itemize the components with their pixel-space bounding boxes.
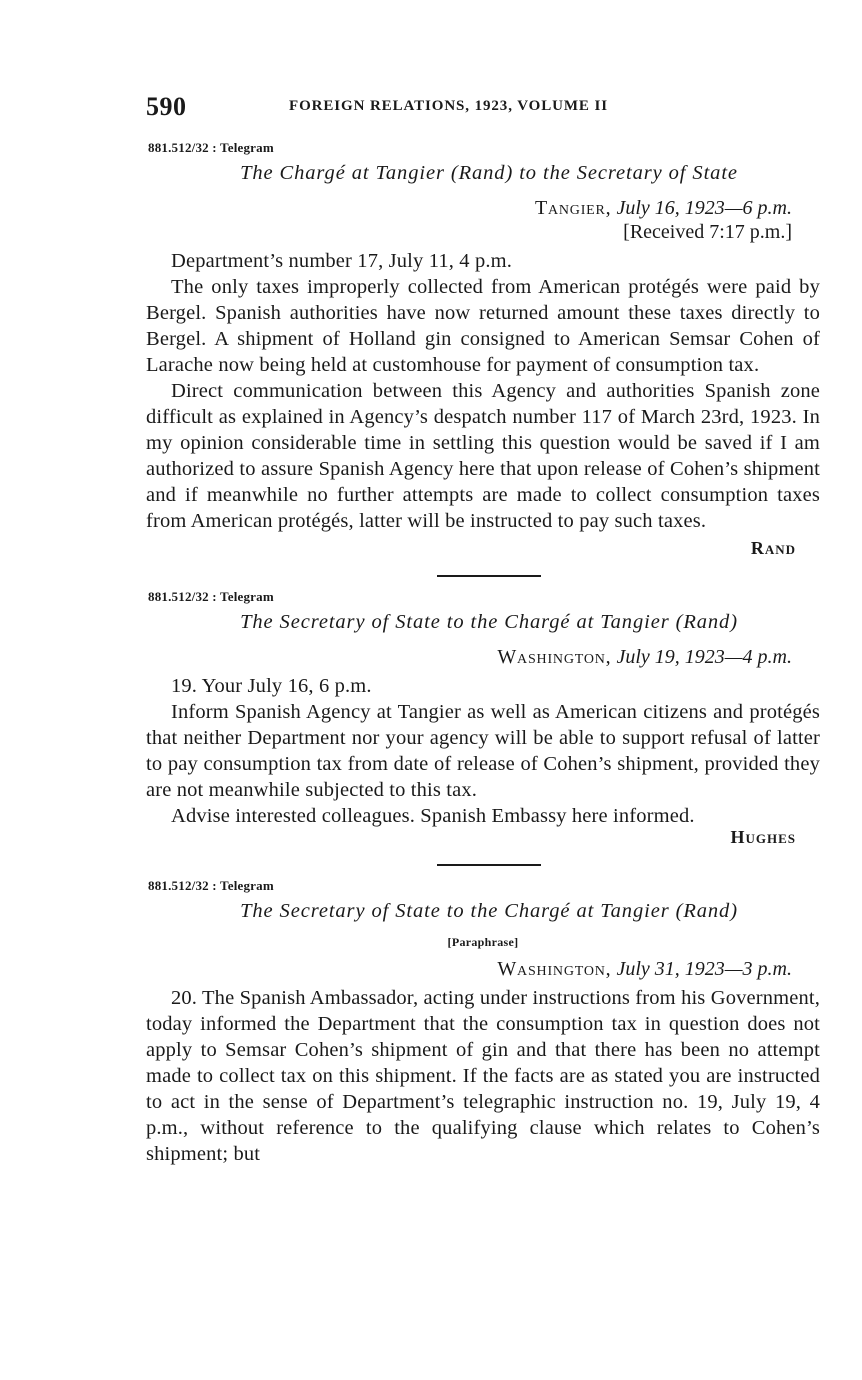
paraphrase-note: [Paraphrase]: [447, 935, 519, 949]
document-page: [146, 92, 820, 1167]
paragraph: 19. Your July 16, 6 p.m.: [171, 675, 372, 697]
paragraph: Inform Spanish Agency at Tangier as well as American citizens and protégés that neither Department nor your agency will be able to support refusal of latter to pay consumption tax from date of release of Cohen’s shipment, provided they are not meanwhile subjected to this tax.: [146, 701, 820, 801]
dateline: [146, 197, 820, 220]
file-reference: 881.512/32 : Telegram: [148, 140, 274, 155]
dateline-date: July 19, 1923—4 p.m.: [616, 646, 792, 668]
document-title: The Secretary of State to the Chargé at Tangier (Rand): [240, 900, 738, 922]
dateline-date: July 16, 1923—6 p.m.: [616, 197, 792, 219]
document-title: The Chargé at Tangier (Rand) to the Secretary of State: [240, 162, 738, 184]
running-head: FOREIGN RELATIONS, 1923, VOLUME II: [289, 98, 608, 114]
file-reference: 881.512/32 : Telegram: [148, 589, 274, 604]
paragraph: Department’s number 17, July 11, 4 p.m.: [171, 250, 513, 272]
paragraph: 20. The Spanish Ambassador, acting under instructions from his Government, today informed the Department that the consumption tax in question does not apply to Semsar Cohen’s shipment of gin and that there has been no attempt made to collect tax on this shipment. If the facts are as stated you are instructed to act in the sense of Department’s telegraphic instruction no. 19, July 19, 4 p.m., without reference to the qualifying clause which relates to Cohen’s shipment; but: [146, 987, 820, 1165]
document-title: The Secretary of State to the Chargé at Tangier (Rand): [240, 611, 738, 633]
signature: Hughes: [730, 827, 796, 847]
telegram-section-3: [146, 878, 820, 1167]
dateline-place: Washington,: [497, 646, 612, 668]
telegram-section-1: [146, 140, 820, 559]
signature: Rand: [750, 538, 796, 558]
dateline: [146, 646, 820, 669]
dateline-place: Tangier,: [534, 197, 612, 219]
paragraph: Direct communication between this Agency and authorities Spanish zone difficult as explained in Agency’s despatch number 117 of March 23rd, 1923. In my opinion considerable time in settling this question would be saved if I am authorized to assure Spanish Agency here that upon release of Cohen’s shipment and if meanwhile no further attempts are made to collect consumption taxes from American protégés, latter will be instructed to pay such taxes.: [146, 380, 820, 532]
dateline-place: Washington,: [497, 958, 612, 980]
section-divider: [437, 575, 541, 577]
page-header: [146, 92, 820, 126]
dateline: [146, 958, 820, 981]
page-number: 590: [146, 92, 187, 121]
paragraph: Advise interested colleagues. Spanish Embassy here informed.: [171, 805, 695, 827]
paragraph: The only taxes improperly collected from American protégés were paid by Bergel. Spanish authorities have now returned amount these taxes directly to Bergel. A shipment of Holland gin consigned to American Semsar Cohen of Larache now being held at customhouse for payment of consumption tax.: [146, 276, 820, 376]
file-reference: 881.512/32 : Telegram: [148, 878, 274, 893]
telegram-section-2: [146, 589, 820, 848]
section-divider: [437, 864, 541, 866]
received-note: [Received 7:17 p.m.]: [623, 221, 792, 243]
dateline-date: July 31, 1923—3 p.m.: [616, 958, 792, 980]
